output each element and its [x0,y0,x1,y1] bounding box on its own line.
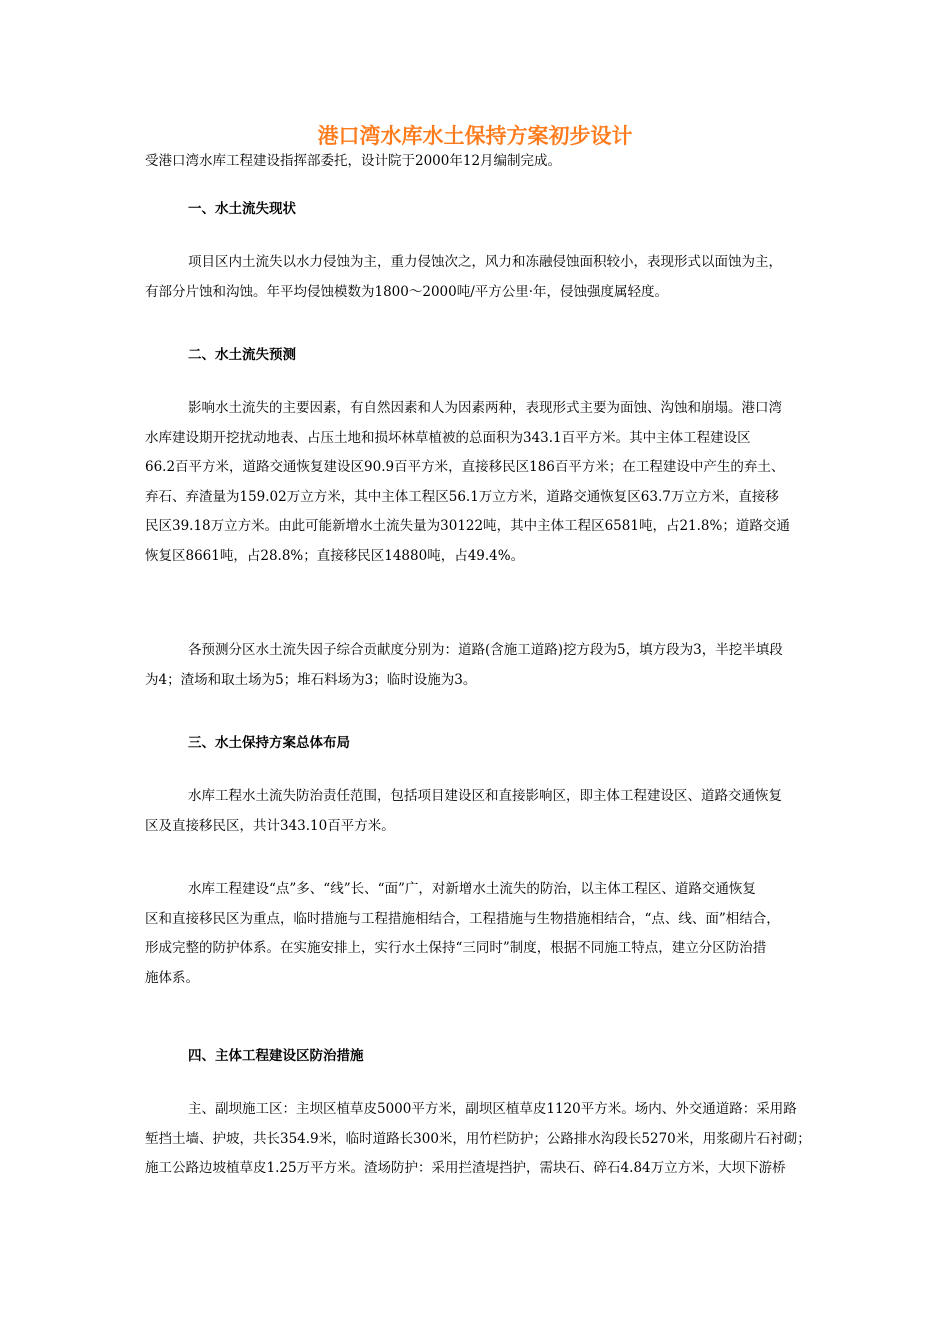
section-3-paragraph-2 [145,875,825,993]
section-2-paragraph-1 [145,394,825,571]
section-heading-3: 三、水土保持方案总体布局 [188,735,350,751]
text-line: 施工公路边坡植草皮1.25万平方米。渣场防护：采用拦渣堤挡护，需块石、碎石4.84万立方米，大坝下游桥 [145,1160,786,1176]
text-line: 水库工程建设“点”多、“线”长、“面”广，对新增水土流失的防治，以主体工程区、道路交通恢复 [188,881,756,897]
text-line: 区和直接移民区为重点，临时措施与工程措施相结合，工程措施与生物措施相结合，“点、线、面”相结合， [145,910,780,927]
text-line: 各预测分区水土流失因子综合贡献度分别为：道路(含施工道路)挖方段为5，填方段为3，半挖半填段 [188,642,783,658]
section-2-paragraph-2 [145,636,825,695]
section-heading-2: 二、水土流失预测 [188,347,296,363]
text-line: 主、副坝施工区：主坝区植草皮5000平方米，副坝区植草皮1120平方米。场内、外交通道路：采用路 [188,1101,797,1117]
section-1-paragraph-1 [145,248,825,307]
section-3-paragraph-1 [145,782,825,841]
text-line: 为4；渣场和取土场为5；堆石料场为3；临时设施为3。 [145,671,477,688]
text-line: 66.2百平方米，道路交通恢复建设区90.9百平方米，直接移民区186百平方米；在工程建设中产生的弃土、 [145,459,785,475]
text-line: 影响水土流失的主要因素，有自然因素和人为因素两种，表现形式主要为面蚀、沟蚀和崩塌。港口湾 [188,400,782,416]
text-line: 水库工程水土流失防治责任范围，包括项目建设区和直接影响区，即主体工程建设区、道路交通恢复 [188,788,782,804]
text-line: 水库建设期开挖扰动地表、占压土地和损坏林草植被的总面积为343.1百平方米。其中主体工程建设区 [145,429,751,446]
intro-paragraph: 受港口湾水库工程建设指挥部委托，设计院于2000年12月编制完成。 [145,153,562,169]
text-line: 弃石、弃渣量为159.02万立方米，其中主体工程区56.1万立方米，道路交通恢复区63.7万立方米，直接移 [145,488,779,505]
text-line: 施体系。 [145,969,199,986]
text-line: 有部分片蚀和沟蚀。年平均侵蚀模数为1800～2000吨/平方公里·年，侵蚀强度属轻度。 [145,283,669,300]
document-title: 港口湾水库水土保持方案初步设计 [317,124,633,148]
section-heading-4: 四、主体工程建设区防治措施 [188,1048,364,1064]
text-line: 形成完整的防护体系。在实施安排上，实行水土保持“三同时”制度，根据不同施工特点，建立分区防治措 [145,940,767,956]
text-line: 民区39.18万立方米。由此可能新增水土流失量为30122吨，其中主体工程区6581吨，占21.8%；道路交通 [145,518,790,534]
text-line: 区及直接移民区，共计343.10百平方米。 [145,817,395,834]
section-heading-1: 一、水土流失现状 [188,201,296,217]
text-line: 项目区内土流失以水力侵蚀为主，重力侵蚀次之，风力和冻融侵蚀面积较小，表现形式以面蚀为主， [188,254,782,270]
text-line: 堑挡土墙、护坡，共长354.9米，临时道路长300米，用竹栏防护；公路排水沟段长5270米，用浆砌片石衬砌； [145,1130,811,1147]
section-4-paragraph-1 [145,1095,825,1184]
text-line: 恢复区8661吨，占28.8%；直接移民区14880吨，占49.4%。 [145,547,525,564]
